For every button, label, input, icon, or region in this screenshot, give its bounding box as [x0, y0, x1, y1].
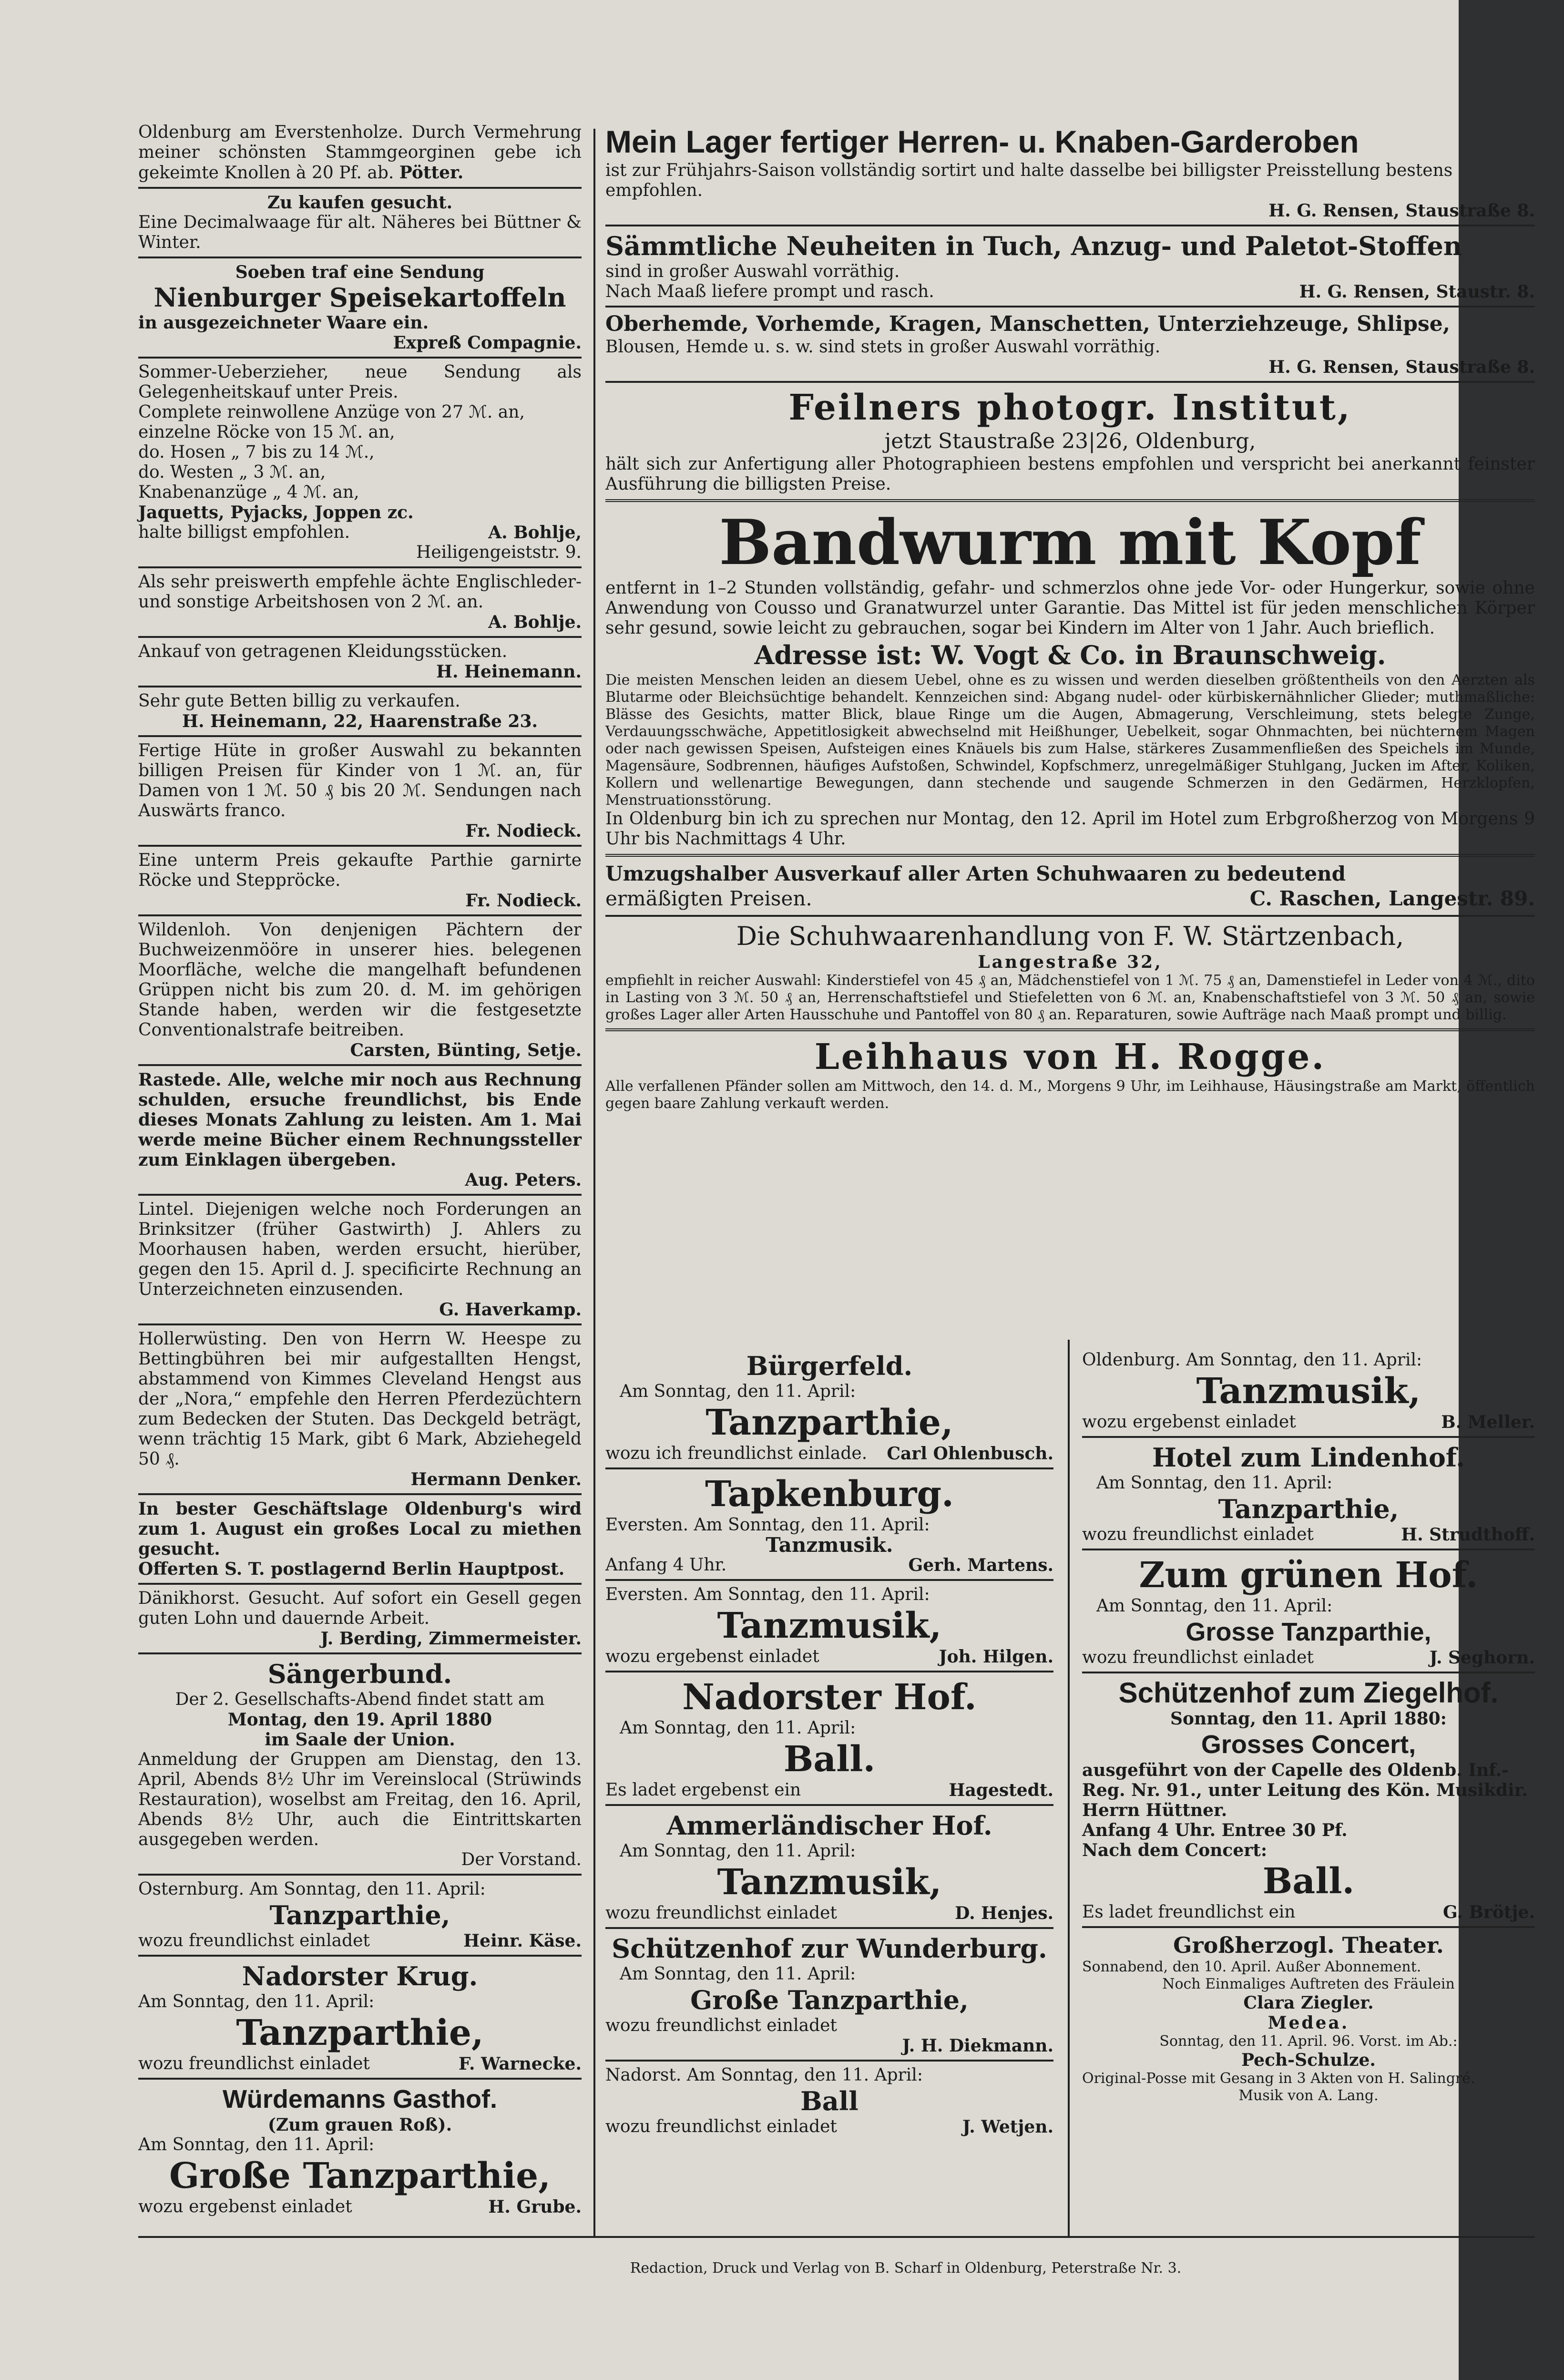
ad-ziegelhof: [1082, 1676, 1535, 1923]
ad-signature: Gerh. Martens.: [908, 1555, 1053, 1575]
ad-signature: Aug. Peters.: [465, 1170, 582, 1190]
rule: [138, 686, 582, 687]
ad-line: Am Sonntag, den 11. April:: [620, 1841, 856, 1861]
ad-text: Sehr gute Betten billig zu verkaufen.: [138, 691, 460, 711]
ad-text: Oldenburg am Everstenholze. Durch Vermehrung meiner schönsten Stammgeorginen gebe ich gekeimte Knollen à 20 Pf. ab.: [138, 123, 582, 183]
dance-ads-right: [1082, 1349, 1535, 2105]
rule: [1082, 1549, 1535, 1550]
ad-signature: G. Haverkamp.: [439, 1300, 582, 1320]
ad-text: Alle verfallenen Pfänder sollen am Mittwoch, den 14. d. M., Morgens 9 Uhr, im Leihhause, Häusingstraße am Markt, öffentlich gegen baare Zahlung verkauft werden.: [605, 1078, 1535, 1112]
column-divider: [1068, 1340, 1070, 2236]
ad-headline: Umzugshalber Ausverkauf aller Arten Schuhwaaren zu bedeutend: [605, 862, 1346, 885]
ad-decimalwaage: [138, 192, 582, 254]
ad-line: einzelne Röcke von 15 ℳ. an,: [138, 422, 395, 442]
ad-line: Knabenanzüge „ 4 ℳ. an,: [138, 482, 359, 502]
ad-headline: Nienburger Speisekartoffeln: [153, 282, 566, 313]
ad-signature: Hermann Denker.: [410, 1469, 582, 1489]
ad-headline: Bürgerfeld.: [746, 1351, 913, 1381]
ad-text: sind in großer Auswahl vorräthig.: [605, 262, 900, 281]
rule: [138, 1652, 582, 1654]
ad-line: ermäßigten Preisen.: [605, 887, 812, 910]
ad-headline: Tanzmusik,: [717, 1605, 942, 1646]
ad-bandwurm: [605, 506, 1535, 850]
ad-wuerdemanns: [138, 2082, 582, 2218]
ad-line: Oldenburg. Am Sonntag, den 11. April:: [1082, 1350, 1422, 1370]
ad-signature: H. Grube.: [488, 2197, 582, 2217]
ad-meller: [1082, 1349, 1535, 1433]
ad-line: Medea.: [1268, 2013, 1349, 2033]
ad-line: Anfang 4 Uhr.: [605, 1555, 727, 1575]
ad-signature: H. G. Rensen, Staustraße 8.: [1268, 201, 1535, 221]
ad-text: Sommer-Ueberzieher, neue Sendung als Gelegenheitskauf unter Preis.: [138, 362, 582, 402]
ad-text: Eine Decimalwaage für alt. Näheres bei Büttner & Winter.: [138, 213, 582, 252]
ad-line: Es ladet freundlichst ein: [1082, 1902, 1296, 1922]
ad-line: Eversten. Am Sonntag, den 11. April:: [605, 1515, 930, 1535]
ad-text: Lintel. Diejenigen welche noch Forderungen an Brinksitzer (früher Gastwirth) J. Ahlers zu Moorhausen haben, werden ersucht, hierüber, gegen den 15. April d. J. specificirte Rechnung an Unterzeichneten einzusenden.: [138, 1200, 582, 1299]
ad-line: Pech-Schulze.: [1241, 2050, 1376, 2070]
rule: [138, 2078, 582, 2080]
ad-rensen-hemden: [605, 310, 1535, 378]
ad-betten: [138, 690, 582, 732]
ad-signature: Joh. Hilgen.: [939, 1647, 1053, 1667]
ad-headline: Zum grünen Hof.: [1139, 1555, 1478, 1596]
ad-line: Am Sonntag, den 11. April:: [620, 1382, 856, 1401]
rule: [605, 1579, 1053, 1581]
ad-nadorster-hof: [605, 1675, 1053, 1801]
ad-line: wozu freundlichst einladet: [1082, 1648, 1314, 1667]
ad-headline: Ball: [800, 2086, 859, 2116]
ad-roecke: [138, 850, 582, 912]
ad-line: Am Sonntag, den 11. April:: [138, 2135, 375, 2154]
ad-text: ausgeführt von der Capelle des Oldenb. Inf.-Reg. Nr. 91., unter Leitung des Kön. Musikdir. Herrn Hüttner.: [1082, 1760, 1528, 1820]
ad-signature: C. Raschen, Langestr. 89.: [1249, 887, 1535, 910]
ad-headline: Tapkenburg.: [705, 1474, 954, 1515]
ad-line: Eversten. Am Sonntag, den 11. April:: [605, 1585, 930, 1604]
ad-headline: Große Tanzparthie,: [690, 1985, 969, 2015]
ad-theater: [1082, 1931, 1535, 2105]
ad-headline: Nadorster Hof.: [682, 1677, 977, 1718]
ad-line: Am Sonntag, den 11. April:: [620, 1964, 856, 1984]
rule: [605, 915, 1535, 917]
ad-subheadline: Tanzmusik.: [766, 1533, 893, 1557]
ad-bohlje-clothing: [138, 361, 582, 564]
ad-headline: Großherzogl. Theater.: [1173, 1932, 1444, 1958]
ad-lindenhof: [1082, 1441, 1535, 1546]
column-divider: [593, 129, 595, 2236]
ad-text: entfernt in 1–2 Stunden vollständig, gefahr- und schmerzlos ohne jede Vor- oder Hungerkur, sowie ohne Anwendung von Cousso und Granatwurzel unter Garantie. Das Mittel ist für jeden menschlichen Körper sehr gesund, sowie leicht zu gebrauchen, sogar bei Kindern im Alter von 1 Jahr. Auch brieflich.: [605, 578, 1535, 638]
ad-text: In Oldenburg bin ich zu sprechen nur Montag, den 12. April im Hotel zum Erbgroßherzog von Morgens 9 Uhr bis Nachmittags 4 Uhr.: [605, 809, 1535, 849]
ad-rensen-garderoben: [605, 122, 1535, 222]
ad-hilgen: [605, 1584, 1053, 1668]
ad-nadorst: [605, 2064, 1053, 2138]
ad-wildenloh: [138, 919, 582, 1061]
ad-headline: Ammerländischer Hof.: [666, 1810, 992, 1841]
ad-signature: Carl Ohlenbusch.: [887, 1444, 1053, 1464]
ad-headline: Schützenhof zum Ziegelhof.: [1118, 1677, 1499, 1709]
ad-signature: J. H. Diekmann.: [902, 2036, 1053, 2056]
ad-heading: Soeben traf eine Sendung: [235, 262, 485, 282]
ad-text: Blousen, Hemde u. s. w. sind stets in großer Auswahl vorräthig.: [605, 337, 1161, 357]
ad-line: im Saale der Union.: [265, 1730, 455, 1750]
ad-text: Rastede. Alle, welche mir noch aus Rechnung schulden, ersuche freundlichst, bis Ende dieses Monats Zahlung zu leisten. Am 1. Mai werde meine Bücher einem Rechnungssteller zum Einklagen übergeben.: [138, 1070, 582, 1170]
ad-line: Complete reinwollene Anzüge von 27 ℳ. an,: [138, 402, 525, 422]
ad-line: wozu ergebenst einladet: [605, 1647, 819, 1666]
ad-text: Wildenloh. Von denjenigen Pächtern der Buchweizenmööre in unserer hies. belegenen Moorfläche, welche die mangelhaft befundenen Grüppen nicht bis zum 20. d. M. im gehörigen Stande haben, werden wir die festgesetzte Conventionalstrafe beitreiben.: [138, 920, 582, 1040]
ad-rensen-stoffe: [605, 229, 1535, 303]
rule: [138, 1583, 582, 1585]
ad-staertzenbach: [605, 920, 1535, 1025]
ad-arbeitshosen: [138, 571, 582, 633]
ad-line: Sonntag, den 11. April. 96. Vorst. im Ab.:: [1159, 2033, 1458, 2050]
ad-signature: H. G. Rensen, Staustraße 8.: [1268, 357, 1535, 377]
ad-text: Eine unterm Preis gekaufte Parthie garnirte Röcke und Steppröcke.: [138, 851, 582, 890]
ad-headline: Bandwurm mit Kopf: [719, 506, 1421, 579]
ad-signature: F. Warnecke.: [459, 2054, 582, 2074]
ad-headline: Hotel zum Lindenhof.: [1152, 1442, 1465, 1473]
ad-text: In bester Geschäftslage Oldenburg's wird zum 1. August ein großes Local zu miethen gesucht.: [138, 1499, 582, 1559]
ad-signature: Fr. Nodieck.: [465, 891, 582, 911]
ad-headline: Leihhaus von H. Rogge.: [814, 1036, 1326, 1077]
rule: [138, 357, 582, 359]
ad-line: Am Sonntag, den 11. April:: [620, 1718, 856, 1738]
ad-headline: Tanzmusik,: [1196, 1371, 1421, 1412]
ad-headline: Sämmtliche Neuheiten in Tuch, Anzug- und Paletot-Stoffen: [605, 231, 1462, 261]
ad-headline: Schützenhof zur Wunderburg.: [612, 1933, 1047, 1964]
ad-signature: G. Brötje.: [1442, 1902, 1535, 1922]
ad-headline: Oberhemde, Vorhemde, Kragen, Manschetten, Unterziehzeuge, Shlipse,: [605, 312, 1451, 336]
ad-line: wozu freundlichst einladet: [605, 2016, 837, 2035]
ad-ammerlaendischer-hof: [605, 1809, 1053, 1924]
ad-line: Am Sonntag, den 11. April:: [1096, 1473, 1333, 1493]
ad-text: Die meisten Menschen leiden an diesem Uebel, ohne es zu wissen und werden dieselben größtentheils von den Aerzten als Blutarme oder Bleichsüchtige behandelt. Kennzeichen sind: Abgang nudel- oder kürbiskernähnlicher Glieder; muthmaßliche: Blässe des Gesichts, matter Blick, blaue Ringe um die Augen, Abmagerung, Verschleimung, stets belegte Zunge, Verdauungsschwäche, Appetitlosigkeit abwechselnd mit Heißhunger, Uebelkeit, sogar Ohnmachten, bei nüchternem Magen oder nach gewissen Speisen, Aufsteigen eines Knäuels bis zum Halse, stärkeres Zusammenfließen des Speichels im Munde, Magensäure, Sodbrennen, häufiges Aufstoßen, Schwindel, Kopfschmerz, unregelmäßiger Stuhlgang, Jucken im After, Koliken, Kollern und wellenartige Bewegungen, dann stechende und saugende Schmerzen in den Gedärmen, Herzklopfen, Menstruationsstörung.: [605, 672, 1535, 809]
rule: [138, 636, 582, 638]
ad-poetter: [138, 122, 582, 184]
ad-tapkenburg: [605, 1472, 1053, 1576]
ad-wunderburg: [605, 1932, 1053, 2057]
ad-line: wozu freundlichst einladet: [605, 1903, 837, 1923]
ad-text: hält sich zur Anfertigung aller Photographieen bestens empfohlen und verspricht bei anerkannt feinster Ausführung die billigsten Preise.: [605, 454, 1535, 494]
ad-leihhaus: [605, 1035, 1535, 1113]
ad-signature: D. Henjes.: [955, 1903, 1053, 1923]
ad-signature: J. Wetjen.: [962, 2117, 1053, 2137]
ad-signature: Fr. Nodieck.: [465, 821, 582, 841]
ad-line: Am Sonntag, den 11. April:: [138, 1992, 375, 2011]
ad-kleidung: [138, 641, 582, 683]
ad-line: Osternburg. Am Sonntag, den 11. April:: [138, 1879, 486, 1899]
ad-signature: H. Heinemann, 22, Haarenstraße 23.: [182, 711, 538, 731]
ad-signature: Expreß Compagnie.: [393, 333, 582, 353]
ad-text: empfiehlt in reicher Auswahl: Kinderstiefel von 45 ₰ an, Mädchenstiefel von 1 ℳ. 75 ₰ an, Damenstiefel in Leder von 4 ℳ., dito in Lasting von 3 ℳ. 50 ₰ an, Herrenschaftstiefel und Stiefeletten von 6 ℳ. an, Knabenschaftstiefel von 3 ℳ. 50 ₰ an, sowie großes Lager aller Arten Hausschuhe und Pantoffel von 80 ₰ an. Reparaturen, sowie Aufträge nach Maaß prompt und billig.: [605, 972, 1535, 1023]
rule: [138, 1493, 582, 1495]
ad-signature: H. G. Rensen, Staustr. 8.: [1299, 282, 1535, 302]
rule: [1082, 1926, 1535, 1928]
rule: [605, 1671, 1053, 1672]
rule: [138, 914, 582, 916]
rule: [138, 735, 582, 737]
ad-line: (Zum grauen Roß).: [267, 2115, 452, 2135]
ad-headline: Tanzparthie,: [705, 1402, 953, 1443]
ad-headline: Tanzmusik,: [717, 1862, 942, 1903]
ad-text: in ausgezeichneter Waare ein.: [138, 313, 429, 333]
ad-headline: Nadorster Krug.: [242, 1961, 478, 1991]
ad-line: Anfang 4 Uhr. Entree 30 Pf.: [1082, 1820, 1348, 1840]
ad-heading: Zu kaufen gesucht.: [267, 193, 453, 213]
ad-headline: Grosse Tanzparthie,: [1186, 1618, 1431, 1646]
ad-line: wozu freundlichst einladet: [138, 2054, 370, 2073]
ad-line: do. Hosen „ 7 bis zu 14 ℳ.,: [138, 442, 375, 462]
ad-huete: [138, 740, 582, 842]
ad-signature: Der Vorstand.: [461, 1850, 582, 1869]
ad-signature: J. Berding, Zimmermeister.: [320, 1629, 582, 1649]
ad-headline: Große Tanzparthie,: [169, 2155, 551, 2196]
ad-subheadline: Langestraße 32,: [978, 952, 1163, 972]
ad-gruener-hof: [1082, 1553, 1535, 1669]
ad-line: Am Sonntag, den 11. April:: [1096, 1596, 1333, 1616]
ad-headline: Ball.: [783, 1739, 876, 1780]
ad-line: wozu ergebenst einladet: [138, 2197, 352, 2216]
ad-buergerfeld: [605, 1349, 1053, 1465]
ad-text: Fertige Hüte in großer Auswahl zu bekannten billigen Preisen für Kinder von 1 ℳ. an, für Damen von 1 ℳ. 50 ₰ bis 20 ℳ. Sendungen nach Auswärts franco.: [138, 741, 582, 821]
ad-headline: Grosses Concert,: [1201, 1730, 1416, 1759]
ad-kartoffeln: [138, 261, 582, 354]
rule: [605, 1927, 1053, 1929]
ad-osternburg: [138, 1878, 582, 1952]
ad-line: Nach Maaß liefere prompt und rasch.: [605, 282, 934, 301]
ad-signature: H. Heinemann.: [436, 662, 582, 682]
ad-signature: B. Meller.: [1441, 1412, 1535, 1432]
ad-local: [138, 1498, 582, 1580]
main-column: [605, 122, 1535, 1113]
ad-line: Es ladet ergebenst ein: [605, 1780, 801, 1800]
ad-signature: J. Seghorn.: [1429, 1648, 1535, 1668]
rule: [138, 256, 582, 258]
rule: [138, 1874, 582, 1876]
ad-signature: A. Bohlje.: [488, 612, 582, 632]
ad-headline: Tanzparthie,: [1218, 1494, 1399, 1524]
rule: [605, 381, 1535, 383]
page-footer: Redaction, Druck und Verlag von B. Scharf in Oldenburg, Peterstraße Nr. 3.: [630, 2260, 1182, 2277]
ad-headline: Sängerbund.: [267, 1659, 452, 1689]
rule: [1082, 1436, 1535, 1438]
dance-ads-left: [605, 1349, 1053, 2138]
ad-daenikhorst: [138, 1588, 582, 1650]
ad-saengerbund: [138, 1657, 582, 1871]
ad-line: halte billigst empfohlen.: [138, 523, 350, 542]
ad-line: do. Westen „ 3 ℳ. an,: [138, 462, 326, 482]
ad-line: Clara Ziegler.: [1243, 1993, 1374, 2013]
rule: [605, 306, 1535, 308]
ad-raschen: [605, 861, 1535, 912]
ad-text: Ankauf von getragenen Kleidungsstücken.: [138, 642, 508, 661]
rule: [138, 1064, 582, 1066]
ad-text: Dänikhorst. Gesucht. Auf sofort ein Gesell gegen guten Lohn und dauernde Arbeit.: [138, 1589, 582, 1628]
rule: [138, 845, 582, 847]
ad-line: wozu freundlichst einladet: [605, 2117, 837, 2136]
rule: [1082, 1672, 1535, 1673]
ad-headline: Tanzparthie,: [236, 2012, 484, 2053]
ad-hollerwuesting: [138, 1328, 582, 1490]
ad-headline: Tanzparthie,: [269, 1900, 450, 1930]
ad-text: Anmeldung der Gruppen am Dienstag, den 13. April, Abends 8½ Uhr im Vereinslocal (Strüwinds Restauration), woselbst am Freitag, den 16. April, Abends 8½ Uhr, auch die Eintrittskarten ausgegeben werden.: [138, 1750, 582, 1849]
ad-signature: Hagestedt.: [949, 1780, 1053, 1800]
ad-nadorster-krug: [138, 1959, 582, 2075]
ad-line: Der 2. Gesellschafts-Abend findet statt am: [175, 1690, 545, 1709]
ad-subheadline: jetzt Staustraße 23|26, Oldenburg,: [884, 429, 1256, 453]
ad-line: wozu freundlichst einladet: [1082, 1525, 1314, 1544]
ad-line: wozu ergebenst einladet: [1082, 1412, 1296, 1432]
ad-headline: Ball.: [1262, 1861, 1355, 1902]
ad-rastede: [138, 1069, 582, 1191]
ad-signature: Carsten, Bünting, Setje.: [350, 1040, 582, 1060]
ad-line: wozu freundlichst einladet: [138, 1931, 370, 1950]
ad-line: Nadorst. Am Sonntag, den 11. April:: [605, 2065, 923, 2085]
rule: [605, 2060, 1053, 2062]
ad-text: ist zur Frühjahrs-Saison vollständig sortirt und halte dasselbe bei billigster Preisstellung bestens empfohlen.: [605, 161, 1453, 200]
ad-headline: Würdemanns Gasthof.: [222, 2085, 498, 2113]
left-column: [138, 122, 582, 2218]
ad-line: Noch Einmaliges Auftreten des Fräulein: [1162, 1976, 1455, 1992]
ad-headline: Feilners photogr. Institut,: [788, 387, 1352, 428]
rule: [605, 1467, 1053, 1469]
rule: [605, 1804, 1053, 1806]
rule: [138, 1955, 582, 1957]
rule: [138, 1323, 582, 1325]
ad-line: Jaquetts, Pyjacks, Joppen zc.: [138, 503, 414, 523]
ad-signature: Heinr. Käse.: [463, 1931, 582, 1951]
rule: [605, 1028, 1535, 1031]
rule: [138, 187, 582, 189]
rule: [138, 566, 582, 568]
ad-line: Sonnabend, den 10. April. Außer Abonnement.: [1082, 1959, 1421, 1975]
ad-headline: Mein Lager fertiger Herren- u. Knaben-Garderoben: [605, 124, 1359, 159]
bottom-rule: [138, 2236, 1535, 2238]
rule: [605, 499, 1535, 502]
ad-signature: H. Strudthoff.: [1401, 1525, 1535, 1545]
ad-line: Montag, den 19. April 1880: [227, 1710, 492, 1730]
ad-headline: Die Schuhwaarenhandlung von F. W. Stärtzenbach,: [736, 921, 1404, 951]
ad-text: Als sehr preiswerth empfehle ächte Englischleder- und sonstige Arbeitshosen von 2 ℳ. an.: [138, 572, 582, 612]
rule: [605, 225, 1535, 226]
rule: [605, 854, 1535, 857]
rule: [138, 1194, 582, 1196]
ad-text: Offerten S. T. postlagernd Berlin Hauptpost.: [138, 1559, 565, 1579]
ad-text: Hollerwüsting. Den von Herrn W. Heespe zu Bettingbühren bei mir aufgestallten Hengst, abstammend von Kimmes Cleveland Hengst aus der „Nora,“ empfehle den Herren Pferdezüchtern zum Bedecken der Stuten. Das Deckgeld beträgt, wenn trächtig 15 Mark, gibt 6 Mark, Abziehegeld 50 ₰.: [138, 1329, 582, 1469]
ad-address: Adresse ist: W. Vogt & Co. in Braunschweig.: [754, 640, 1386, 670]
ad-line: Original-Posse mit Gesang in 3 Akten von H. Salingré.: [1082, 2070, 1475, 2087]
ad-line: Musik von A. Lang.: [1238, 2087, 1379, 2104]
ad-line: wozu ich freundlichst einlade.: [605, 1444, 868, 1463]
ad-address: Heiligengeiststr. 9.: [416, 543, 582, 562]
ad-feilner: [605, 386, 1535, 495]
ad-signature: Pötter.: [399, 163, 464, 183]
ad-signature: A. Bohlje,: [488, 523, 582, 543]
ad-lintel: [138, 1199, 582, 1321]
ad-line: Sonntag, den 11. April 1880:: [1170, 1709, 1447, 1729]
ad-line: Nach dem Concert:: [1082, 1840, 1268, 1860]
